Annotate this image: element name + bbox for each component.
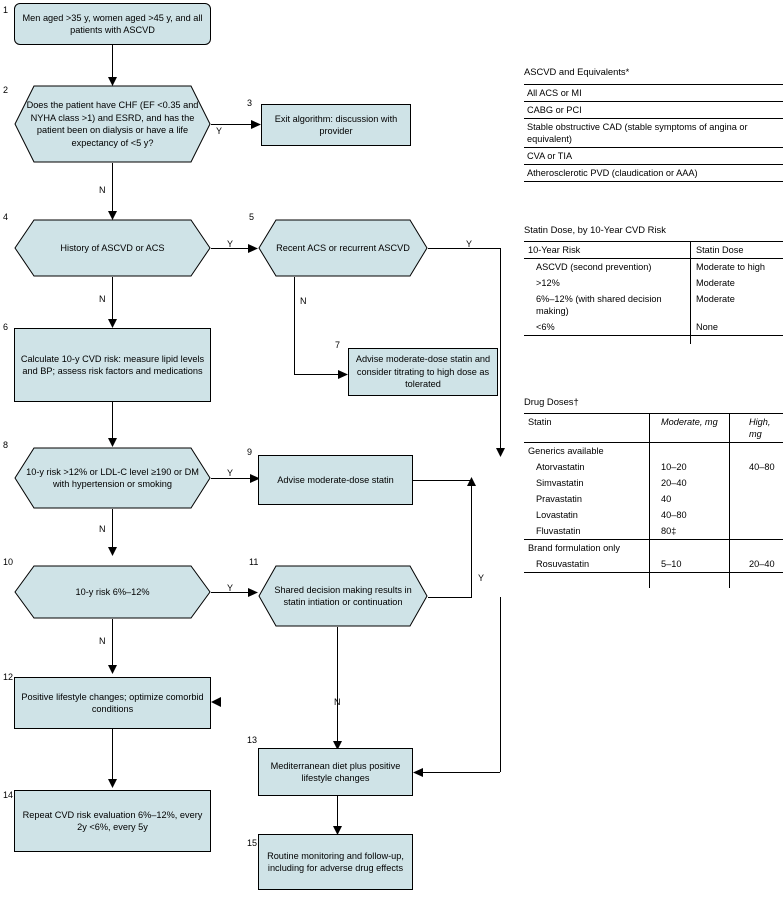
edge-4-6 — [112, 277, 113, 325]
drug-doses-group-label: Generics available — [528, 446, 604, 456]
edge-5-no-arrowhead — [338, 369, 348, 380]
ascvd-row — [524, 148, 783, 165]
statin-dose-row — [524, 291, 783, 319]
drug-doses-divider-1 — [649, 413, 650, 588]
drug-doses-row — [524, 556, 783, 573]
drug-high: 40–80 — [749, 462, 775, 472]
node-7[interactable] — [348, 348, 498, 396]
node-6[interactable] — [14, 328, 211, 402]
edge-label-10-no: N — [99, 636, 106, 646]
edge-11-yes-arrowhead — [466, 477, 477, 486]
edge-12-14 — [112, 729, 113, 785]
drug-high — [745, 507, 783, 523]
drug-name: Simvastatin — [536, 478, 584, 488]
drug-moderate: 40 — [661, 494, 672, 504]
edge-5-yes-h — [428, 248, 500, 249]
drug-doses-header-statin: Statin — [524, 414, 657, 443]
drug-high — [745, 523, 783, 540]
node-2-label: Does the patient have CHF (EF <0.35 and NYHA class >1) and ESRD, and has the patient been on dialysis or have a life expectancy of <5 y? — [26, 100, 199, 148]
statin-dose-risk: 6%–12% (with shared decision making) — [536, 294, 662, 316]
drug-name: Pravastatin — [536, 494, 582, 504]
node-8[interactable] — [14, 447, 211, 509]
edge-2-3-arrowhead — [251, 119, 261, 130]
drug-doses-header-row — [524, 414, 783, 443]
drug-doses-row — [524, 459, 783, 475]
node-9-label: Advise moderate-dose statin — [277, 474, 394, 485]
node-number-13: 13 — [247, 735, 258, 745]
edge-yes-down-to-13 — [500, 597, 501, 772]
node-number-7: 7 — [335, 340, 341, 350]
edge-8-10-arrowhead — [107, 547, 118, 556]
ascvd-row-text: Stable obstructive CAD (stable symptoms of angina or equivalent) — [527, 122, 748, 144]
node-15-label: Routine monitoring and follow-up, including for adverse drug effects — [267, 850, 404, 873]
edge-label-5-yes: Y — [466, 239, 473, 249]
ascvd-row — [524, 85, 783, 102]
drug-doses-group-label: Brand formulation only — [528, 543, 620, 553]
statin-dose-dose: Moderate to high — [696, 262, 765, 272]
node-1-label: Men aged >35 y, women aged >45 y, and all patients with ASCVD — [22, 12, 203, 35]
node-4[interactable] — [14, 219, 211, 277]
statin-dose-table — [524, 241, 783, 336]
edge-5-yes-v — [500, 248, 501, 454]
node-5-label: Recent ACS or recurrent ASCVD — [276, 242, 410, 253]
edge-11-no-v — [337, 627, 338, 747]
edge-yes-into-13 — [418, 772, 500, 773]
statin-dose-risk: >12% — [536, 278, 560, 288]
ascvd-row-text: Atherosclerotic PVD (claudication or AAA) — [527, 168, 698, 178]
statin-dose-dose: Moderate — [696, 278, 735, 288]
drug-doses-row — [524, 523, 783, 540]
edge-2-4 — [112, 163, 113, 217]
drug-moderate: 20–40 — [661, 478, 687, 488]
statin-dose-row — [524, 319, 783, 336]
edge-label-2-yes: Y — [216, 126, 223, 136]
edge-label-2-no: N — [99, 185, 106, 195]
drug-name: Lovastatin — [536, 510, 578, 520]
node-number-14: 14 — [3, 790, 14, 800]
node-13[interactable] — [258, 748, 413, 796]
ascvd-row-text: All ACS or MI — [527, 88, 582, 98]
drug-doses-table — [524, 413, 783, 573]
edge-5-no-v2 — [294, 310, 295, 374]
drug-doses-row — [524, 475, 783, 491]
drug-moderate: 40–80 — [661, 510, 687, 520]
node-13-label: Mediterranean diet plus positive lifestyle changes — [270, 760, 401, 783]
statin-dose-table-caption: Statin Dose, by 10-Year CVD Risk — [524, 224, 666, 235]
edge-10-12-arrowhead — [107, 665, 118, 674]
node-number-8: 8 — [3, 440, 9, 450]
edge-label-8-yes: Y — [227, 468, 234, 478]
node-number-10: 10 — [3, 557, 14, 567]
drug-doses-group-row — [524, 443, 783, 460]
ascvd-row — [524, 165, 783, 182]
drug-name: Atorvastatin — [536, 462, 585, 472]
statin-dose-header-risk: 10-Year Risk — [524, 242, 692, 259]
statin-dose-risk: <6% — [524, 319, 692, 336]
edge-4-6-arrowhead — [107, 319, 118, 328]
ascvd-row-text: CABG or PCI — [527, 105, 582, 115]
edge-5-no-v — [294, 277, 295, 310]
node-3-label: Exit algorithm: discussion with provider — [274, 113, 398, 136]
node-number-15: 15 — [247, 838, 258, 848]
node-number-1: 1 — [3, 5, 9, 15]
edge-9-right — [413, 480, 471, 481]
edge-11-yes-h — [428, 597, 472, 598]
drug-doses-group-row — [524, 540, 783, 557]
drug-name: Rosuvastatin — [524, 556, 657, 573]
edge-6-8-arrowhead — [107, 438, 118, 447]
node-number-3: 3 — [247, 98, 253, 108]
edge-label-10-yes: Y — [227, 583, 234, 593]
node-3[interactable] — [261, 104, 411, 146]
statin-dose-risk: ASCVD (second prevention) — [536, 262, 652, 272]
drug-doses-header-high: High, mg — [745, 414, 783, 443]
ascvd-table — [524, 85, 783, 182]
node-8-label: 10-y risk >12% or LDL-C level ≥190 or DM with hypertension or smoking — [26, 466, 199, 489]
ascvd-row — [524, 119, 783, 148]
drug-high: 20–40 — [745, 556, 783, 573]
statin-dose-table-divider — [690, 241, 691, 344]
node-number-4: 4 — [3, 212, 9, 222]
edge-10-11-arrowhead — [248, 587, 258, 598]
node-number-9: 9 — [247, 447, 253, 457]
node-12[interactable] — [14, 677, 211, 729]
edge-label-11-no: N — [334, 697, 341, 707]
edge-5-no-h2 — [294, 374, 342, 375]
edge-label-8-no: N — [99, 524, 106, 534]
statin-dose-row — [524, 259, 783, 276]
node-4-label: History of ASCVD or ACS — [60, 242, 165, 253]
statin-dose-dose: Moderate — [696, 294, 735, 304]
drug-high — [745, 475, 783, 491]
edge-8-9 — [211, 478, 255, 479]
edge-label-4-yes: Y — [227, 239, 234, 249]
node-number-11: 11 — [249, 557, 259, 567]
edge-label-11-yes: Y — [478, 573, 485, 583]
node-14[interactable] — [14, 790, 211, 852]
statin-dose-header-dose: Statin Dose — [692, 242, 783, 259]
node-2[interactable] — [14, 85, 211, 163]
drug-doses-table-caption: Drug Doses† — [524, 396, 579, 407]
drug-moderate: 5–10 — [657, 556, 745, 573]
drug-moderate: 10–20 — [661, 462, 687, 472]
edge-5-yes-arrowhead — [495, 448, 506, 457]
edge-into-13-arrowhead — [413, 767, 423, 778]
drug-name: Fluvastatin — [524, 523, 657, 540]
edge-12-14-arrowhead — [107, 779, 118, 788]
drug-moderate: 80‡ — [657, 523, 745, 540]
edge-10-12 — [112, 619, 113, 671]
node-15[interactable] — [258, 834, 413, 890]
ascvd-row-text: CVA or TIA — [527, 151, 573, 161]
edge-2-3 — [211, 124, 256, 125]
drug-doses-row — [524, 507, 783, 523]
edge-11-yes-v — [471, 480, 472, 597]
drug-doses-row — [524, 491, 783, 507]
node-12-label: Positive lifestyle changes; optimize comorbid conditions — [21, 691, 204, 714]
edge-label-5-no: N — [300, 296, 307, 306]
statin-dose-row — [524, 275, 783, 291]
node-number-5: 5 — [249, 212, 255, 222]
node-10-label: 10-y risk 6%–12% — [75, 586, 150, 597]
ascvd-table-caption: ASCVD and Equivalents* — [524, 66, 630, 77]
node-number-6: 6 — [3, 322, 9, 332]
node-number-12: 12 — [3, 672, 14, 682]
edge-label-4-no: N — [99, 294, 106, 304]
node-11-label: Shared decision making results in statin intiation or continuation — [274, 584, 412, 607]
node-6-label: Calculate 10-y CVD risk: measure lipid levels and BP; assess risk factors and medications — [20, 353, 205, 376]
edge-into-12-arrowhead — [211, 697, 222, 707]
node-11[interactable] — [258, 565, 428, 627]
node-7-label: Advise moderate-dose statin and consider titrating to high dose as tolerated — [355, 354, 491, 390]
node-number-2: 2 — [3, 85, 9, 95]
node-1[interactable] — [14, 3, 211, 45]
drug-doses-divider-2 — [729, 413, 730, 588]
ascvd-row — [524, 102, 783, 119]
statin-dose-dose: None — [692, 319, 783, 336]
node-9[interactable] — [258, 455, 413, 505]
statin-dose-header-row — [524, 242, 783, 259]
drug-high — [745, 491, 783, 507]
node-10[interactable] — [14, 565, 211, 619]
node-14-label: Repeat CVD risk evaluation 6%–12%, every 2y <6%, every 5y — [22, 809, 203, 832]
edge-4-5-arrowhead — [248, 243, 258, 254]
node-5[interactable] — [258, 219, 428, 277]
drug-doses-header-moderate: Moderate, mg — [657, 414, 745, 443]
